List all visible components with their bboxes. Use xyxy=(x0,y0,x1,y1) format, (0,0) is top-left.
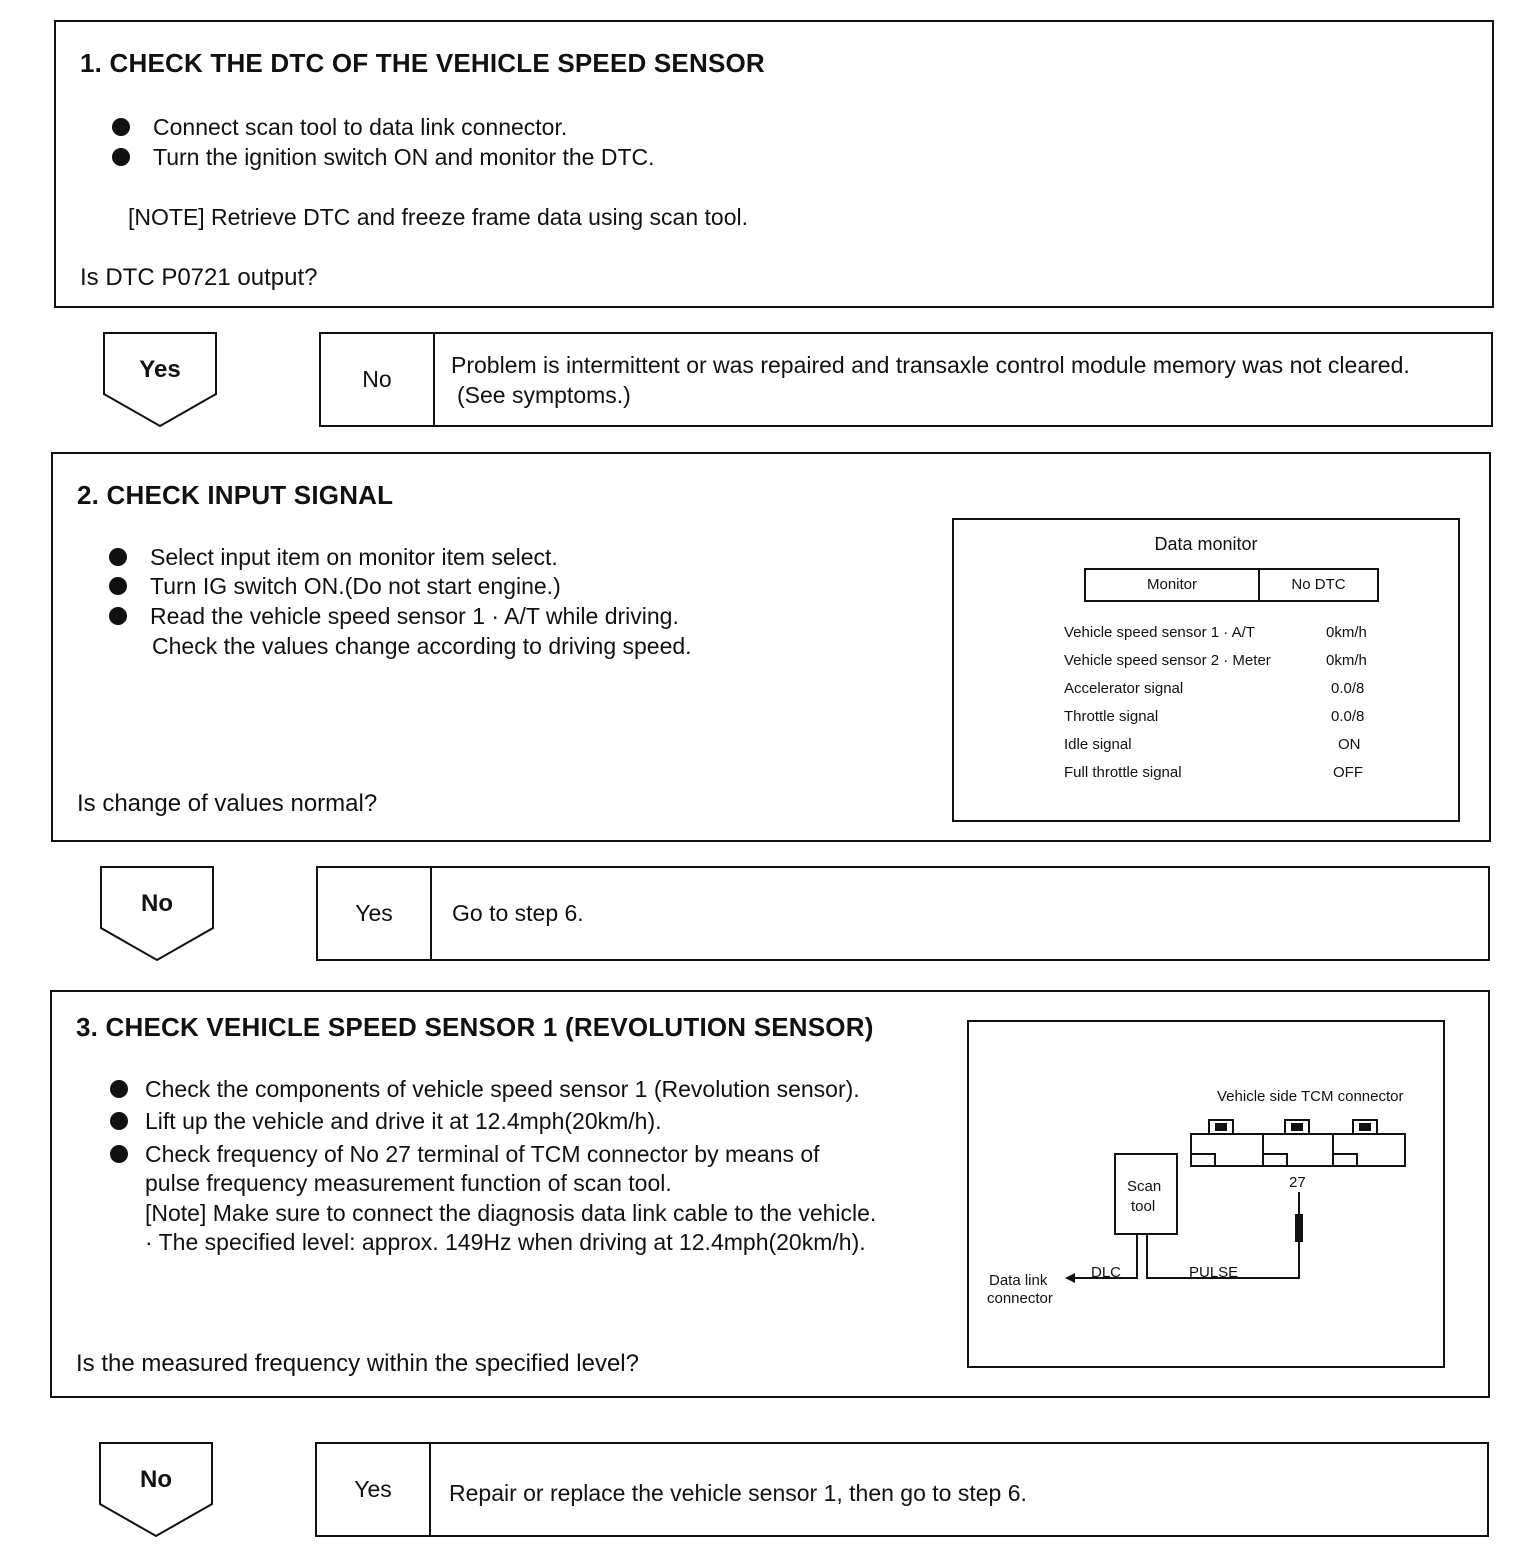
step3-bullet-1: Check the components of vehicle speed sensor 1 (Revolution sensor). xyxy=(145,1076,860,1102)
bullet-icon xyxy=(110,1112,128,1130)
scan-tool-label-2: tool xyxy=(1131,1198,1156,1215)
monitor-row-label: Vehicle speed sensor 2 · Meter xyxy=(1064,652,1271,669)
branch3-box xyxy=(315,1442,1489,1537)
monitor-row-value: 0.0/8 xyxy=(1331,680,1365,697)
monitor-row-value: 0.0/8 xyxy=(1331,708,1365,725)
step1-note: [NOTE] Retrieve DTC and freeze frame data using scan tool. xyxy=(128,204,748,230)
connector-label: Vehicle side TCM connector xyxy=(1217,1088,1404,1105)
tab-monitor[interactable]: Monitor xyxy=(1086,570,1260,600)
branch3-text: Repair or replace the vehicle sensor 1, then go to step 6. xyxy=(449,1480,1027,1506)
branch3-box-label: Yes xyxy=(317,1444,431,1535)
step1-box xyxy=(54,20,1494,308)
data-monitor-panel xyxy=(952,518,1460,822)
step2-title: 2. CHECK INPUT SIGNAL xyxy=(77,480,394,510)
monitor-row-value: 0km/h xyxy=(1326,652,1367,669)
terminal-number: 27 xyxy=(1289,1174,1306,1191)
step2-box xyxy=(51,452,1491,842)
bullet-icon xyxy=(109,577,127,595)
monitor-row-value: ON xyxy=(1338,736,1361,753)
monitor-row-label: Vehicle speed sensor 1 · A/T xyxy=(1064,624,1255,641)
data-link-label-1: Data link xyxy=(989,1272,1048,1289)
tab-no-dtc[interactable]: No DTC xyxy=(1291,576,1346,593)
branch1-arrow-label: Yes xyxy=(139,356,181,383)
tcm-connector-diagram xyxy=(967,1020,1445,1368)
branch2-box-label: Yes xyxy=(318,868,432,959)
branch2-text: Go to step 6. xyxy=(452,900,584,926)
bullet-icon xyxy=(110,1145,128,1163)
step3-spec: · The specified level: approx. 149Hz when driving at 12.4mph(20km/h). xyxy=(145,1229,866,1255)
monitor-row-label: Idle signal xyxy=(1064,736,1132,753)
dlc-label: DLC xyxy=(1091,1264,1122,1281)
branch2-box xyxy=(316,866,1490,961)
branch1-box-label: No xyxy=(321,334,435,425)
bullet-icon xyxy=(112,118,130,136)
monitor-row-label: Full throttle signal xyxy=(1064,764,1182,781)
step1-bullet-1: Connect scan tool to data link connector. xyxy=(153,114,568,140)
data-monitor-title: Data monitor xyxy=(1154,534,1258,554)
branch2-arrow xyxy=(100,866,214,962)
branch2-arrow-label: No xyxy=(141,890,173,917)
branch1-arrow xyxy=(103,332,217,428)
step3-title: 3. CHECK VEHICLE SPEED SENSOR 1 (REVOLUTION SENSOR) xyxy=(76,1012,874,1042)
monitor-row-value: OFF xyxy=(1333,764,1363,781)
data-link-label-2: connector xyxy=(987,1290,1053,1307)
step3-bullet-2: Lift up the vehicle and drive it at 12.4mph(20km/h). xyxy=(145,1108,662,1134)
step3-bullet-3: Check frequency of No 27 terminal of TCM connector by means of xyxy=(145,1141,820,1167)
bullet-icon xyxy=(109,607,127,625)
step3-note: [Note] Make sure to connect the diagnosis data link cable to the vehicle. xyxy=(145,1200,877,1226)
branch1-text-line2: (See symptoms.) xyxy=(457,382,631,408)
bullet-icon xyxy=(112,148,130,166)
monitor-tab-bar xyxy=(1084,568,1379,602)
step2-bullet-1: Select input item on monitor item select. xyxy=(150,544,558,570)
step3-bullet-3-cont: pulse frequency measurement function of scan tool. xyxy=(145,1170,672,1196)
branch1-text-line1: Problem is intermittent or was repaired and transaxle control module memory was not cleared. xyxy=(451,352,1410,378)
pulse-label: PULSE xyxy=(1189,1264,1239,1281)
scan-tool-label-1: Scan xyxy=(1127,1178,1162,1195)
step1-bullet-2: Turn the ignition switch ON and monitor the DTC. xyxy=(153,144,655,170)
bullet-icon xyxy=(109,548,127,566)
branch3-arrow-label: No xyxy=(140,1466,172,1493)
step2-bullet-3-cont: Check the values change according to driving speed. xyxy=(152,633,692,659)
branch1-box xyxy=(319,332,1493,427)
monitor-row-value: 0km/h xyxy=(1326,624,1367,641)
step3-box xyxy=(50,990,1490,1398)
step2-question: Is change of values normal? xyxy=(77,790,378,817)
monitor-row-label: Accelerator signal xyxy=(1064,680,1184,697)
step1-question: Is DTC P0721 output? xyxy=(80,264,318,291)
step1-title: 1. CHECK THE DTC OF THE VEHICLE SPEED SENSOR xyxy=(80,48,765,78)
branch3-arrow xyxy=(99,1442,213,1538)
step2-bullet-3: Read the vehicle speed sensor 1 · A/T while driving. xyxy=(150,603,679,629)
connector-wiring-diagram xyxy=(969,1022,1443,1366)
bullet-icon xyxy=(110,1080,128,1098)
monitor-row-label: Throttle signal xyxy=(1064,708,1159,725)
step2-bullet-2: Turn IG switch ON.(Do not start engine.) xyxy=(150,573,561,599)
step3-question: Is the measured frequency within the specified level? xyxy=(76,1350,639,1377)
